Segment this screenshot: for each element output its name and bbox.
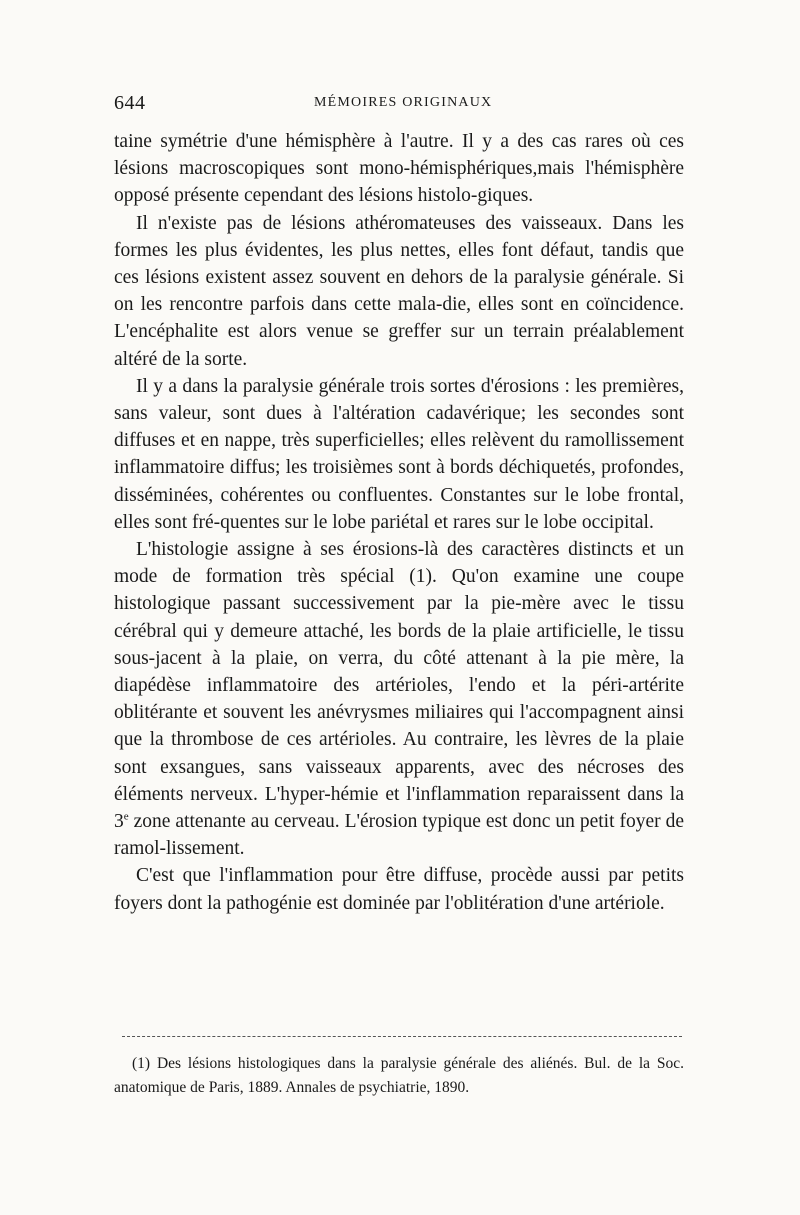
footnote-text: Des lésions histologiques dans la paralysie générale des aliénés. Bul. de la Soc. anatomique de Paris, 1889. Annales de psychiatrie, 1890.: [114, 1055, 684, 1096]
body-text: [114, 128, 684, 917]
paragraph-2: Il n'existe pas de lésions athéromateuses des vaisseaux. Dans les formes les plus évidentes, les plus nettes, elles font défaut, tandis que ces lésions existent assez souvent en dehors de la paralysie générale. Si on les rencontre parfois dans cette mala-die, elles sont en coïncidence. L'encéphalite est alors venue se greffer sur un terrain préalablement altéré de la sorte.: [114, 212, 684, 370]
page-header: [114, 92, 684, 120]
paragraph-1: taine symétrie d'une hémisphère à l'autre. Il y a des cas rares où ces lésions macroscopiques sont mono-hémisphériques,mais l'hémisphère opposé présente cependant des lésions histolo-giques.: [114, 131, 684, 207]
paragraph-4-text-a: L'histologie assigne à ses érosions-là des caractères distincts et un mode de formation très spécial (1). Qu'on examine une coupe histologique passant successivement par la pie-mère avec le tissu cérébral qui y demeure attaché, les bords de la plaie artificielle, le tissu sous-jacent à la plaie, on verra, du côté attenant à la pie mère, la diapédèse inflammatoire des artérioles, l'endo et la péri-artérite oblitérante et souvent les anévrysmes miliaires qui l'accompagnent ainsi que la thrombose de ces artérioles. Au contraire, les lèvres de la plaie sont exsangues, sans vaisseaux apparents, avec des nécroses des éléments nerveux. L'hyper-hémie et l'inflammation reparaissent dans la 3: [114, 539, 684, 833]
footnote: [114, 1052, 684, 1099]
page-number: 644: [114, 92, 146, 114]
paragraph-5: C'est que l'inflammation pour être diffuse, procède aussi par petits foyers dont la pathogénie est dominée par l'oblitération d'une artériole.: [114, 865, 684, 914]
running-head: MÉMOIRES ORIGINAUX: [314, 95, 493, 110]
footnote-marker: (1): [132, 1055, 157, 1072]
superscript-e: e: [123, 810, 129, 823]
footnote-separator: [122, 1036, 682, 1037]
paragraph-4-text-b: zone attenante au cerveau. L'érosion typique est donc un petit foyer de ramol-lissement.: [114, 811, 684, 860]
paragraph-3: Il y a dans la paralysie générale trois sortes d'érosions : les premières, sans valeur, sont dues à l'altération cadavérique; les secondes sont diffuses et en nappe, très superficielles; elles relèvent du ramollissement inflammatoire diffus; les troisièmes sont à bords déchiquetés, profondes, disséminées, cohérentes ou confluentes. Constantes sur le lobe frontal, elles sont fré-quentes sur le lobe pariétal et rares sur le lobe occipital.: [114, 375, 684, 533]
paragraph-4: [114, 536, 684, 862]
